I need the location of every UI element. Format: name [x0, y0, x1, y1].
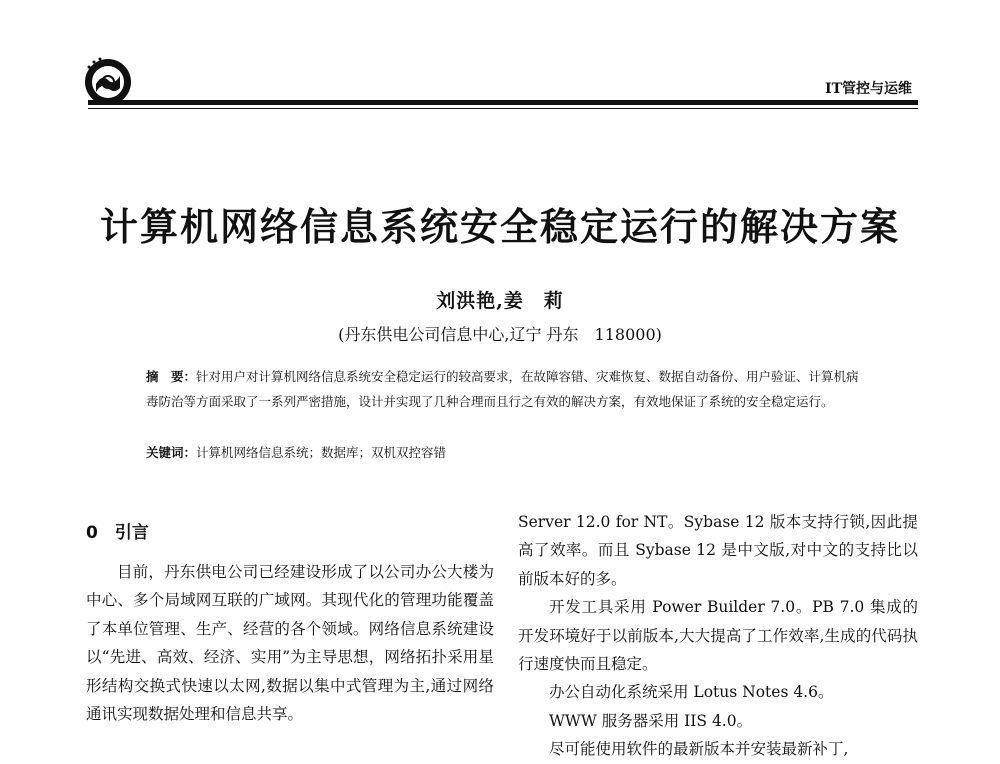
header-rule-thick: [88, 100, 918, 105]
abstract-label: 摘 要：: [146, 369, 197, 384]
body-paragraph: 开发工具采用 Power Builder 7.0。PB 7.0 集成的开发环境好于以前版本,大大提高了工作效率,生成的代码执行速度快而且稳定。: [518, 598, 918, 674]
body-paragraph: 尽可能使用软件的最新版本并安装最新补丁,: [549, 740, 849, 759]
abstract: [146, 364, 862, 414]
keywords: [146, 443, 862, 463]
header-rule-thin: [88, 108, 918, 109]
keywords-label: 关键词：: [146, 445, 197, 460]
body-paragraph: 办公自动化系统采用 Lotus Notes 4.6。: [549, 683, 834, 702]
article-affiliation: (丹东供电公司信息中心,辽宁 丹东 118000): [338, 325, 662, 344]
body-paragraph: 目前，丹东供电公司已经建设形成了以公司办公大楼为中心、多个局域网互联的广域网。其现代化的管理功能覆盖了本单位管理、生产、经营的各个领域。网络信息系统建设以“先进、高效、经济、实用”为主导思想，网络拓扑采用星形结构交换式快速以太网,数据以集中式管理为主,通过网络通讯实现数据处理和信息共享。: [86, 563, 494, 724]
body-paragraph: Server 12.0 for NT。Sybase 12 版本支持行锁,因此提高了效率。而且 Sybase 12 是中文版,对中文的支持比以前版本好的多。: [518, 513, 918, 588]
keywords-text: 计算机网络信息系统；数据库；双机双控容错: [196, 445, 447, 460]
left-column: [86, 518, 494, 728]
abstract-text: 针对用户对计算机网络信息系统安全稳定运行的较高要求，在故障容错、灾难恢复、数据自动备份、用户验证、计算机病毒防治等方面采取了一系列严密措施，设计并实现了几种合理而且行之有效的解决方案，有效地保证了系统的安全稳定运行。: [146, 369, 859, 409]
article-title: 计算机网络信息系统安全稳定运行的解决方案: [99, 204, 900, 249]
right-column: [518, 508, 918, 764]
section-label: IT管控与运维: [825, 81, 912, 97]
body-paragraph: WWW 服务器采用 IIS 4.0。: [549, 711, 753, 730]
article-authors: 刘洪艳,姜 莉: [436, 290, 564, 312]
section-heading: 0 引言: [86, 523, 149, 543]
